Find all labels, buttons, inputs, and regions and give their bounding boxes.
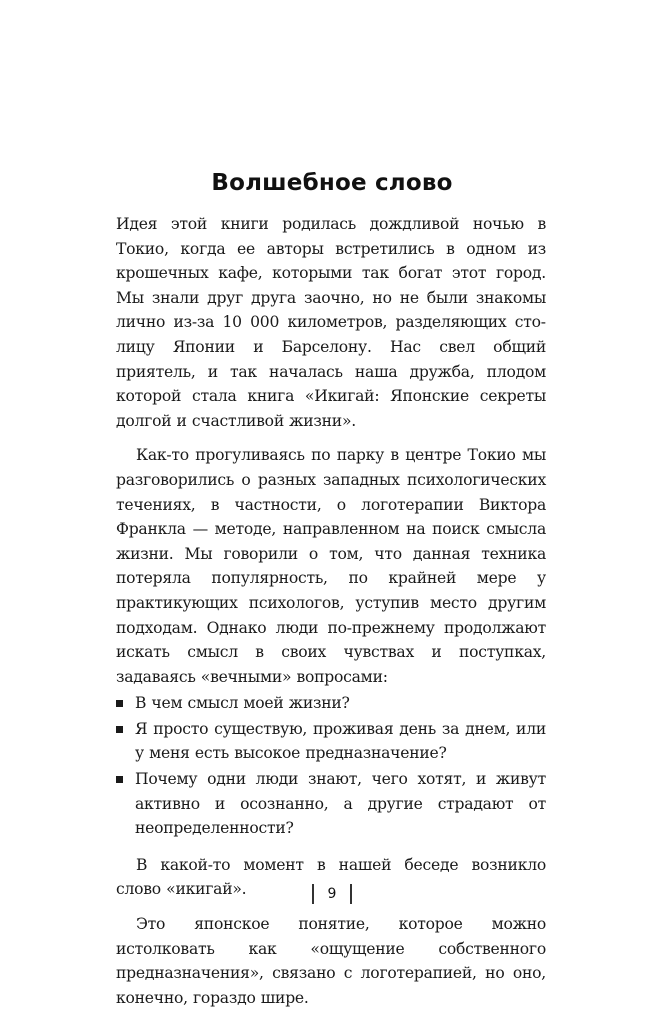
- square-bullet-icon: [116, 700, 123, 707]
- list-item-text: Я просто существую, проживая день за днем, или у меня есть высокое предназначение?: [135, 719, 546, 763]
- list-item-text: Почему одни люди знают, чего хотят, и живут активно и осознанно, а другие страдают от неопределенности?: [135, 770, 546, 838]
- right-rule: [350, 884, 351, 904]
- paragraph-intro: Идея этой книги родилась дождливой ночью в Токио, когда ее авторы встретились в одном из крошечных кафе, которыми так богат этот город. Мы знали друг друга заочно, но не были знакомы лично из-за 10 000 километров, разделяющих столицу Японии и Барселону. Нас свел общий приятель, и так началась наша дружба, плодом которой стала книга «Икигай: Японские секреты долгой и счастливой жизни».: [116, 215, 546, 430]
- square-bullet-icon: [116, 726, 123, 733]
- paragraph-logotherapy: Как-то прогуливаясь по парку в центре Токио мы разговорились о разных западных психологических течениях, в частности, о логотерапии Виктора Франкла — методе, направленном на поиск смысла жизни. Мы говорили о том, что данная техника потеряла популярность, по крайней мере у практикующих психологов, уступив место другим подходам. Однако люди по-прежнему продолжают искать смысл в своих чувствах и поступках, задаваясь «вечными» вопросами:: [116, 446, 546, 686]
- page-number: 9: [327, 886, 337, 902]
- square-bullet-icon: [116, 776, 123, 783]
- list-item: [116, 767, 546, 841]
- list-item-text: В чем смысл моей жизни?: [135, 694, 350, 713]
- list-item: [116, 717, 546, 766]
- question-list: [116, 691, 546, 841]
- page-footer: [0, 884, 664, 904]
- chapter-heading: Волшебное слово: [211, 170, 453, 196]
- paragraph-ikigai-meaning: Это японское понятие, которое можно истолковать как «ощущение собственного предназначения», связано с логотерапией, но оно, конечно, гораздо шире.: [116, 915, 546, 1007]
- list-item: [116, 691, 546, 716]
- paragraph-ikigai-word: В какой-то момент в нашей беседе возникло слово «икигай».: [116, 855, 546, 899]
